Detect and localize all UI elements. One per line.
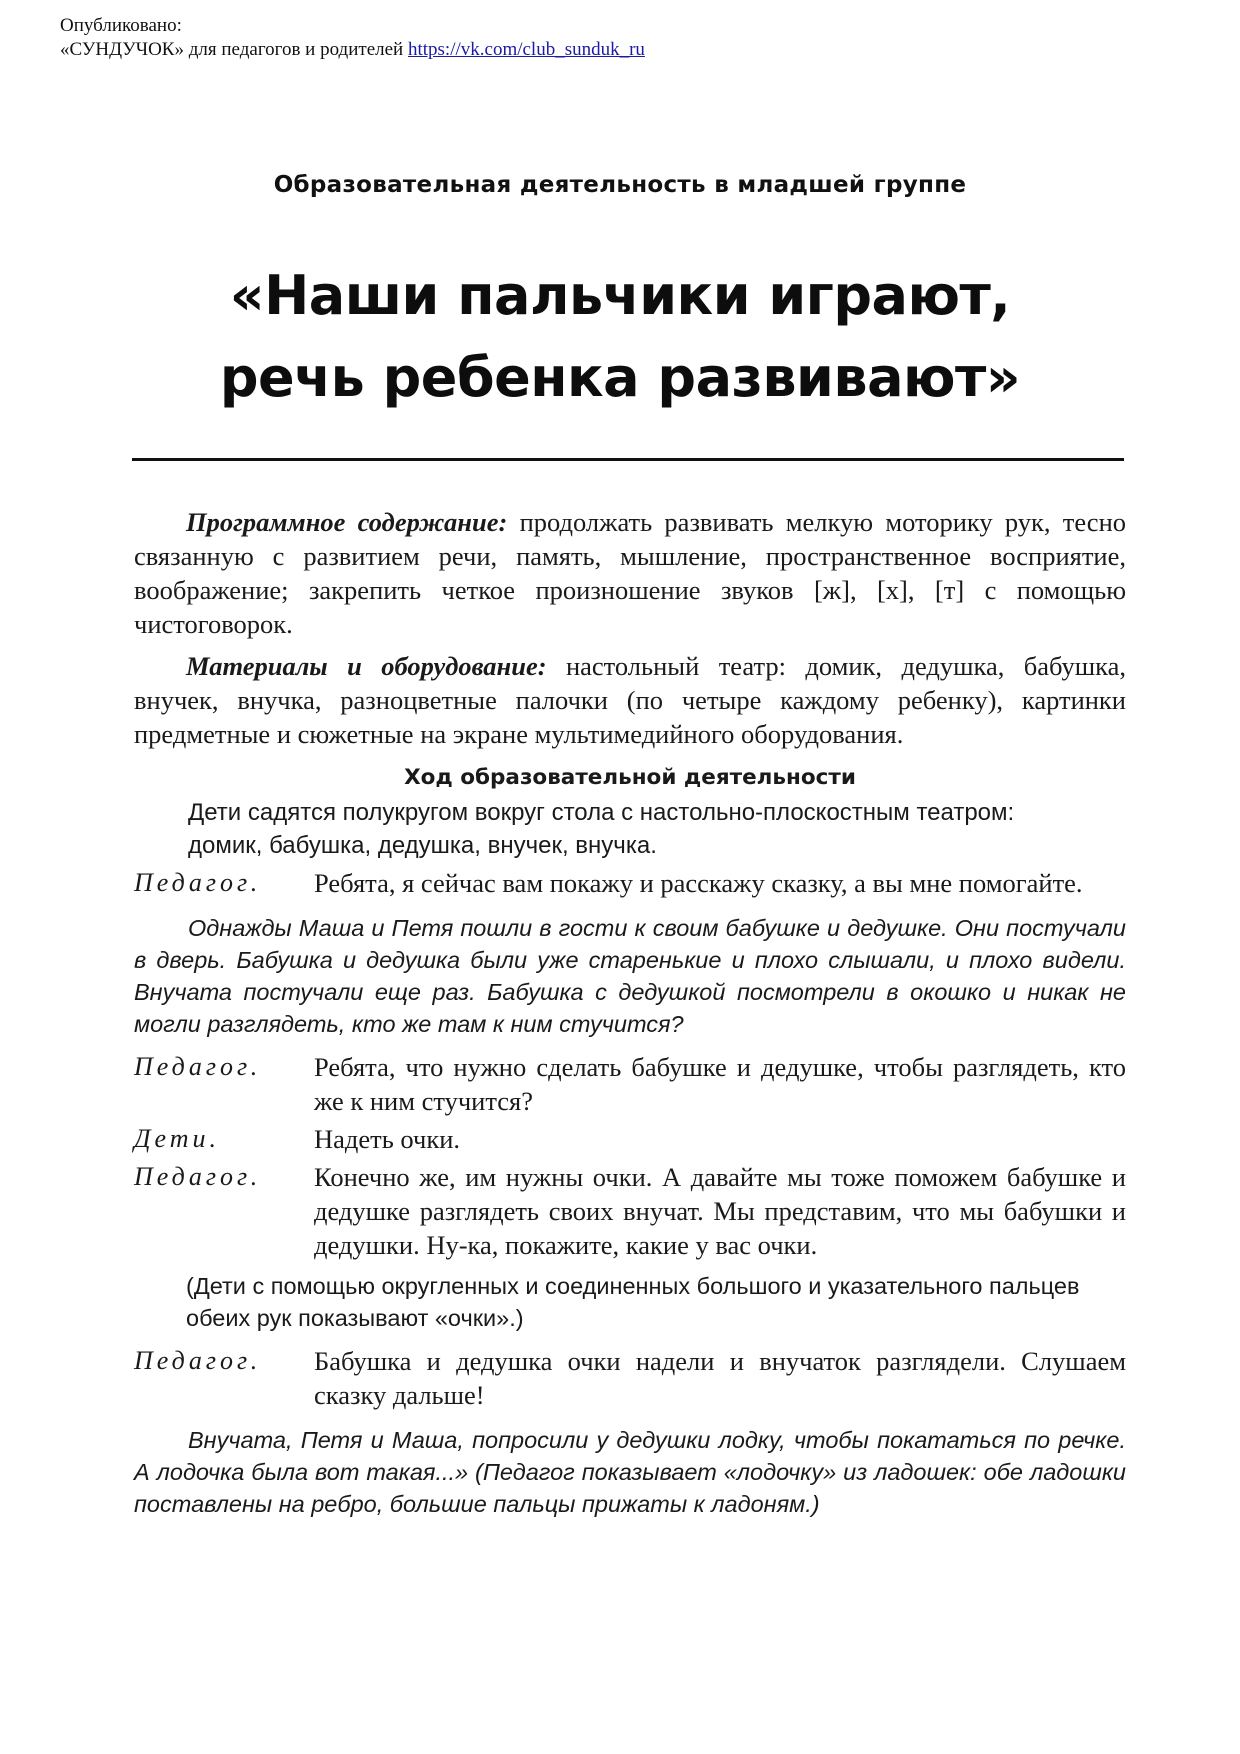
- published-label: Опубликовано:: [60, 15, 182, 36]
- speech-text: Ребята, что нужно сделать бабушке и дедушке, чтобы разглядеть, кто же к ним стучится?: [314, 1052, 1126, 1116]
- speech-text: Ребята, я сейчас вам покажу и расскажу сказку, а вы мне помогайте.: [314, 868, 1083, 898]
- source-link[interactable]: https://vk.com/club_sunduk_ru: [407, 39, 645, 60]
- speech-text: Надеть очки.: [314, 1124, 461, 1154]
- speaker-label: Педагог.: [134, 1052, 262, 1081]
- title-line-1: «Наши пальчики играют,: [229, 264, 1011, 327]
- stage-remark: (Дети с помощью округленных и соединенных большого и указательного пальцев обеих рук показывают «очки».): [186, 1273, 1080, 1331]
- speech-text: Конечно же, им нужны очки. А давайте мы тоже поможем бабушке и дедушке разглядеть своих внучат. Мы представим, что мы бабушки и дедушки. Ну-ка, покажите, какие у вас очки.: [314, 1162, 1126, 1260]
- speaker-label: Дети.: [134, 1124, 221, 1153]
- source-line: [60, 38, 645, 62]
- speaker-label: Педагог.: [134, 1346, 262, 1375]
- story-paragraph: Внучата, Петя и Маша, попросили у дедушки лодку, чтобы покататься по речке. А лодочка была вот такая...» (Педагог показывает «лодочку» из ладошек: обе ладошки поставлены на ребро, большие пальцы прижаты к ладоням.): [134, 1427, 1126, 1517]
- title-line-2: речь ребенка развивают»: [219, 346, 1021, 409]
- document-subtitle: Образовательная деятельность в младшей группе: [273, 172, 967, 198]
- dialog-line: [134, 1050, 1126, 1118]
- program-content-paragraph: [134, 505, 1126, 641]
- section-heading: Ход образовательной деятельности: [404, 765, 856, 790]
- intro-line-1: Дети садятся полукругом вокруг стола с настольно-плоскостным театром:: [188, 799, 1015, 826]
- program-content-lead: Программное содержание:: [186, 507, 508, 537]
- speech-text: Бабушка и дедушка очки надели и внучаток разглядели. Слушаем сказку дальше!: [314, 1346, 1126, 1410]
- materials-text: настольный театр: домик, дедушка, бабушка, внучек, внучка, разноцветные палочки (по четыре каждому ребенку), картинки предметные и сюжетные на экране мультимедийного оборудования.: [134, 651, 1126, 749]
- speaker-label: Педагог.: [134, 868, 262, 897]
- materials-lead: Материалы и оборудование:: [186, 651, 547, 681]
- document-title: [0, 255, 1240, 419]
- story-paragraph: Однажды Маша и Петя пошли в гости к своим бабушке и дедушке. Они постучали в дверь. Бабушка и дедушка были уже старенькие и плохо слышали, и плохо видели. Внучата постучали еще раз. Бабушка с дедушкой посмотрели в окошко и никак не могли разглядеть, кто же там к ним стучится?: [134, 915, 1126, 1037]
- intro-line-2: домик, бабушка, дедушка, внучек, внучка.: [188, 832, 657, 859]
- dialog-line: [134, 866, 1126, 900]
- dialog-line: [134, 1160, 1126, 1262]
- materials-paragraph: [134, 649, 1126, 751]
- program-content-text: продолжать развивать мелкую моторику рук, тесно связанную с развитием речи, память, мышление, пространственное восприятие, воображение; закрепить четкое произношение звуков [ж], [х], [т] с помощью чистоговорок.: [134, 507, 1126, 639]
- publication-note: [60, 14, 645, 62]
- source-text: «СУНДУЧОК» для педагогов и родителей: [60, 39, 404, 60]
- document-body: [134, 505, 1126, 1530]
- speaker-label: Педагог.: [134, 1162, 262, 1191]
- dialog-line: [134, 1122, 1126, 1156]
- dialog-line: [134, 1344, 1126, 1412]
- title-divider: [132, 458, 1124, 461]
